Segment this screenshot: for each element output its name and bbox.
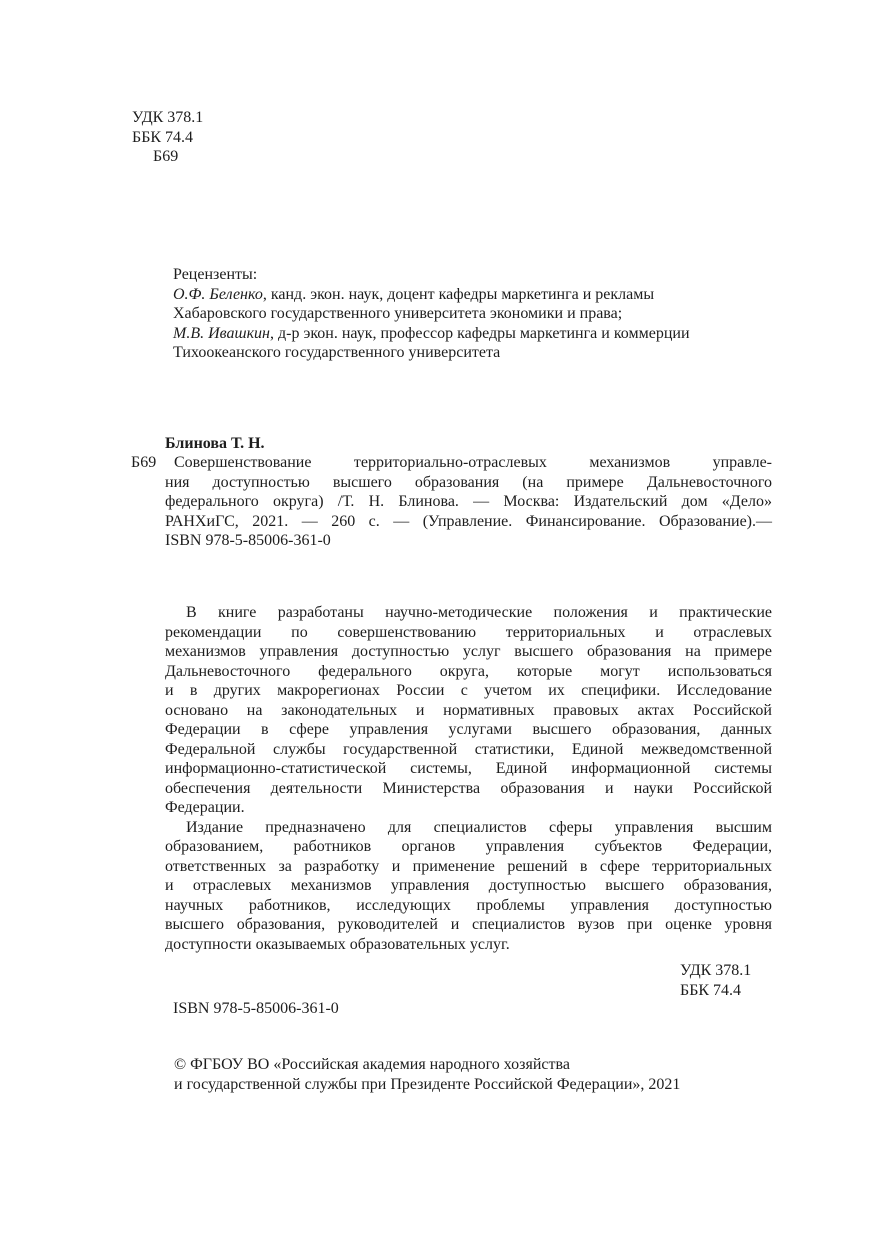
classification-top: [132, 108, 203, 167]
abstract-p2-line: образованием, работников органов управления субъектов Федерации,: [165, 838, 772, 855]
reviewer-1-line-1: [173, 285, 690, 305]
catalog-mark: Б69: [131, 454, 157, 471]
isbn: ISBN 978-5-85006-361-0: [173, 1000, 339, 1017]
abstract-p2-line: ответственных за разработку и применение решений в сфере территориальных: [165, 857, 772, 875]
author-mark: Б69: [153, 148, 179, 165]
reviewer-2-line-1: [173, 324, 690, 344]
udk-code: УДК 378.1: [132, 109, 204, 126]
copyright-line-1: © ФГБОУ ВО «Российская академия народного хозяйства: [174, 1056, 570, 1073]
copyright: [174, 1055, 680, 1094]
bbk-code: ББК 74.4: [132, 128, 194, 146]
abstract-p1-line: основано на законодательных и нормативных правовых актах Российской: [165, 701, 772, 719]
abstract-p1-line: В книге разработаны научно-методические положения и практические: [186, 604, 772, 621]
abstract-p2-line: и отраслевых механизмов управления доступностью высшего образования,: [165, 877, 772, 894]
catalog-entry: [165, 453, 772, 551]
abstract-p1-line: Федерации в сфере управления услугами высшего образования, данных: [165, 721, 772, 738]
reviewer-1-name: О.Ф. Беленко: [173, 285, 263, 303]
abstract-p1-line: Дальневосточного федерального округа, которые могут использоваться: [165, 662, 772, 680]
reviewer-1-line-2: Хабаровского государственного университета экономики и права;: [173, 305, 623, 322]
abstract-p1-line: механизмов управления доступностью услуг высшего образования на примере: [165, 643, 772, 660]
catalog-line: федерального округа) /Т. Н. Блинова. — Москва: Издательский дом «Дело»: [165, 493, 772, 510]
catalog-author: Блинова Т. Н.: [165, 435, 265, 452]
reviewers-heading: Рецензенты:: [173, 266, 258, 283]
classification-bottom: [680, 961, 751, 1000]
abstract-p2-line: Издание предназначено для специалистов сферы управления высшим: [186, 818, 772, 836]
catalog-isbn-line: ISBN 978-5-85006-361-0: [165, 532, 331, 549]
abstract-p2-line: высшего образования, руководителей и специалистов вузов при оценке уровня: [165, 916, 772, 933]
copyright-line-2: и государственной службы при Президенте Российской Федерации», 2021: [174, 1075, 681, 1093]
abstract: [165, 603, 772, 954]
udk-code-bottom: УДК 378.1: [680, 962, 752, 979]
abstract-p1-line: рекомендации по совершенствованию территориальных и отраслевых: [165, 623, 772, 641]
abstract-p2-line: доступности оказываемых образовательных услуг.: [165, 935, 510, 953]
reviewer-2-title: , д-р экон. наук, профессор кафедры маркетинга и коммерции: [270, 324, 690, 342]
bbk-code-bottom: ББК 74.4: [680, 981, 742, 999]
catalog-line: РАНХиГС, 2021. — 260 с. — (Управление. Финансирование. Образование).—: [165, 512, 772, 530]
reviewer-1-title: , канд. экон. наук, доцент кафедры маркетинга и рекламы: [262, 285, 655, 303]
abstract-p2-line: научных работников, исследующих проблемы управления доступностью: [165, 896, 772, 914]
catalog-line: Совершенствование территориально-отраслевых механизмов управле-: [174, 454, 772, 471]
reviewer-2-line-2: Тихоокеанского государственного университета: [173, 344, 501, 361]
abstract-p1-line: и в других макрорегионах России с учетом их специфики. Исследование: [165, 682, 772, 699]
abstract-p1-line: Федеральной службы государственной статистики, Единой межведомственной: [165, 740, 772, 758]
abstract-p1-line: информационно-статистической системы, Единой информационной системы: [165, 760, 772, 777]
catalog-line: ния доступностью высшего образования (на примере Дальневосточного: [165, 473, 772, 491]
abstract-p1-line: Федерации.: [165, 799, 245, 816]
reviewer-2-name: М.В. Ивашкин: [173, 324, 270, 342]
reviewers-block: [173, 265, 690, 363]
abstract-p1-line: обеспечения деятельности Министерства образования и науки Российской: [165, 779, 772, 797]
